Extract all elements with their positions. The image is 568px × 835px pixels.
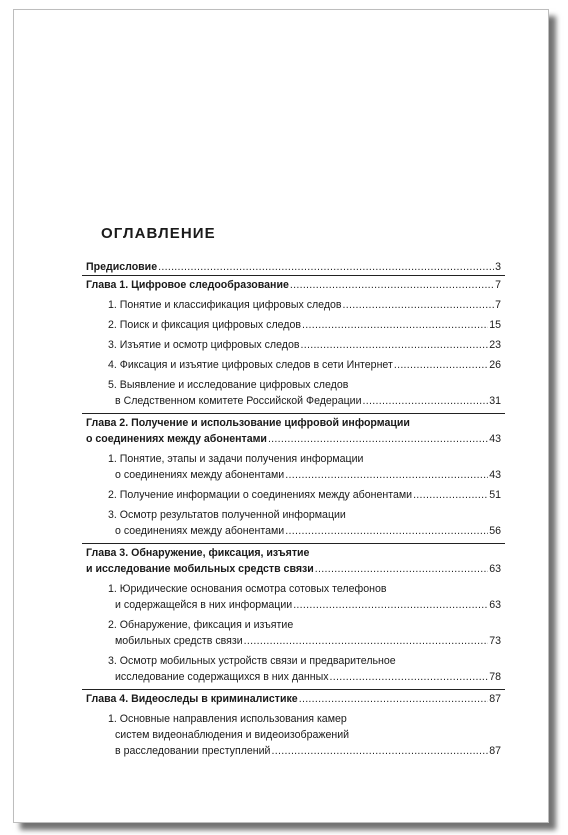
toc-entry-text: Глава 2. Получение и использование цифровой информации [86, 417, 410, 429]
toc-entry-section[interactable] [82, 337, 505, 353]
leader-dots [158, 259, 494, 275]
leader-dots [299, 691, 489, 707]
toc-entry-text: и исследование мобильных средств связи [86, 563, 314, 575]
toc-page-number: 87 [489, 693, 501, 705]
toc-entry-text: и содержащейся в них информации [115, 599, 293, 611]
toc-entry-section[interactable] [82, 711, 505, 759]
toc-entry-text: 2. Поиск и фиксация цифровых следов [108, 319, 301, 331]
toc-entry-text: 1. Понятие и классификация цифровых следов [108, 299, 342, 311]
toc-entry-text: в расследовании преступлений [115, 745, 271, 757]
toc-entry-line [108, 581, 505, 597]
toc-page-number: 43 [489, 469, 501, 481]
toc-entry-line [108, 653, 505, 669]
toc-page-number: 26 [489, 359, 501, 371]
toc-entry-line [108, 317, 505, 333]
toc-entry-text: 3. Осмотр мобильных устройств связи и предварительное [108, 655, 396, 667]
leader-dots [268, 431, 488, 447]
toc-entry-line [86, 415, 505, 431]
toc-page-number: 87 [489, 745, 501, 757]
toc-entry-line [108, 393, 505, 409]
leader-dots [343, 297, 495, 313]
leader-dots [302, 317, 488, 333]
toc-entry-section[interactable] [82, 653, 505, 685]
toc-entry-line [86, 691, 505, 707]
toc-entry-text: 4. Фиксация и изъятие цифровых следов в сети Интернет [108, 359, 393, 371]
toc-entry-line [86, 431, 505, 447]
toc-page-number: 3 [495, 261, 501, 273]
toc-entry-line [108, 337, 505, 353]
toc-page-number: 63 [489, 599, 501, 611]
toc-page-number: 43 [489, 433, 501, 445]
leader-dots [315, 561, 488, 577]
toc-page-number: 78 [489, 671, 501, 683]
toc-entry-section[interactable] [82, 581, 505, 613]
leader-dots [285, 523, 488, 539]
leader-dots [285, 467, 488, 483]
toc-entry-line [108, 727, 505, 743]
toc-entry-line [108, 507, 505, 523]
toc-entry-line [86, 545, 505, 561]
toc-entry-section[interactable] [82, 317, 505, 333]
leader-dots [300, 337, 488, 353]
toc-entry-text: о соединениях между абонентами [115, 469, 285, 481]
leader-dots [413, 487, 488, 503]
toc-entry-line [108, 669, 505, 685]
toc-page-number: 15 [489, 319, 501, 331]
toc-entry-section[interactable] [82, 297, 505, 313]
toc-page-number: 73 [489, 635, 501, 647]
toc-entry-chapter-2[interactable] [82, 415, 505, 447]
toc-entry-section[interactable] [82, 487, 505, 503]
toc-entry-text: 3. Осмотр результатов полученной информации [108, 509, 346, 521]
spacer [82, 759, 505, 763]
toc-entry-text: 1. Понятие, этапы и задачи получения информации [108, 453, 364, 465]
toc-title: ОГЛАВЛЕНИЕ [101, 225, 216, 242]
toc-entry-section[interactable] [82, 507, 505, 539]
toc-page-number: 7 [495, 279, 501, 291]
leader-dots [271, 743, 488, 759]
leader-dots [363, 393, 489, 409]
toc-page-number: 51 [489, 489, 501, 501]
toc-entry-section[interactable] [82, 617, 505, 649]
toc-entry-line [108, 451, 505, 467]
leader-dots [244, 633, 489, 649]
toc-entry-line [108, 467, 505, 483]
toc-entry-line [108, 597, 505, 613]
toc-entry-line [108, 711, 505, 727]
toc-entry-text: мобильных средств связи [115, 635, 243, 647]
leader-dots [293, 597, 488, 613]
toc-entry-line [108, 357, 505, 373]
toc-entry-text: о соединениях между абонентами [115, 525, 285, 537]
leader-dots [290, 277, 494, 293]
toc-entry-text: 1. Основные направления использования камер [108, 713, 347, 725]
toc-entry-line [108, 617, 505, 633]
toc-entry-text: 1. Юридические основания осмотра сотовых телефонов [108, 583, 387, 595]
toc-entry-chapter-1[interactable] [82, 277, 505, 293]
toc-entry-line [86, 259, 505, 275]
toc-entry-chapter-4[interactable] [82, 691, 505, 707]
toc-page-number: 56 [489, 525, 501, 537]
toc-entry-preface[interactable] [82, 259, 505, 275]
leader-dots [330, 669, 489, 685]
toc-entry-text: 2. Обнаружение, фиксация и изъятие [108, 619, 294, 631]
toc-entry-line [108, 743, 505, 759]
toc-page-number: 63 [489, 563, 501, 575]
toc-entry-text: о соединениях между абонентами [86, 433, 267, 445]
leader-dots [394, 357, 488, 373]
toc-entry-text: в Следственном комитете Российской Федерации [115, 395, 362, 407]
toc-entry-section[interactable] [82, 451, 505, 483]
toc-entry-section[interactable] [82, 377, 505, 409]
toc-entry-chapter-3[interactable] [82, 545, 505, 577]
toc-page-number: 23 [489, 339, 501, 351]
toc-entry-text: Глава 1. Цифровое следообразование [86, 279, 289, 291]
toc-entry-line [108, 377, 505, 393]
toc-entry-line [86, 277, 505, 293]
toc-entry-text: 5. Выявление и исследование цифровых следов [108, 379, 349, 391]
toc-entry-text: Глава 3. Обнаружение, фиксация, изъятие [86, 547, 310, 559]
toc-entry-text: 3. Изъятие и осмотр цифровых следов [108, 339, 300, 351]
toc-entry-text: Глава 4. Видеоследы в криминалистике [86, 693, 298, 705]
toc-entry-text: Предисловие [86, 261, 158, 273]
toc-page-number: 31 [489, 395, 501, 407]
toc-entry-text: исследование содержащихся в них данных [115, 671, 329, 683]
toc-entry-line [108, 523, 505, 539]
toc-entry-text: 2. Получение информации о соединениях между абонентами [108, 489, 413, 501]
toc-page-number: 7 [495, 299, 501, 311]
toc-entry-line [86, 561, 505, 577]
toc-entry-line [108, 297, 505, 313]
toc-entry-text: систем видеонаблюдения и видеоизображений [115, 729, 350, 741]
toc-entry-line [108, 487, 505, 503]
table-of-contents [82, 259, 505, 763]
toc-entry-section[interactable] [82, 357, 505, 373]
toc-entry-line [108, 633, 505, 649]
